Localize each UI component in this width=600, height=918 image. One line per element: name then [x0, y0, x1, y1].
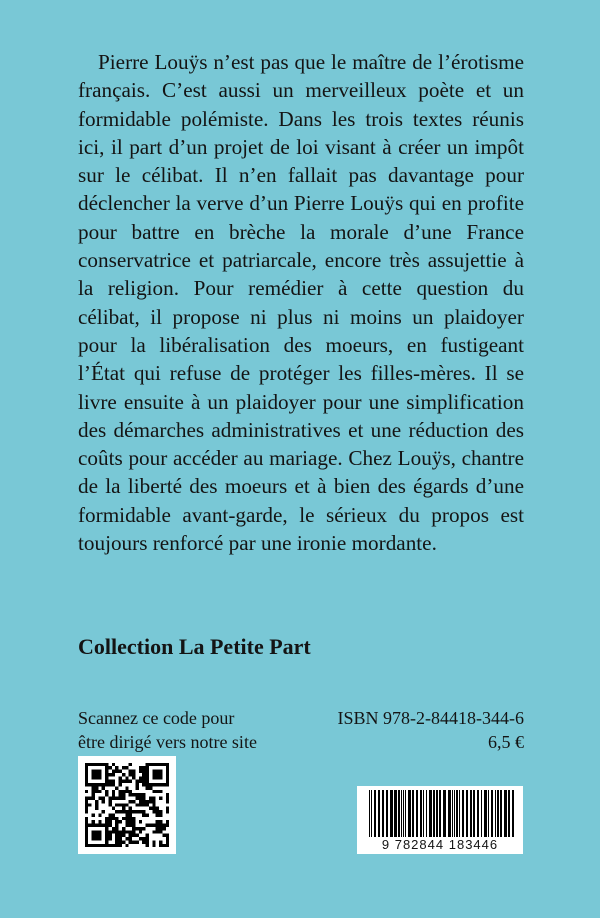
barcode-digits [357, 837, 523, 852]
qr-caption-line-1: Scannez ce code pour [78, 708, 235, 728]
qr-caption [78, 706, 298, 754]
barcode-left-digits: 782844 [394, 837, 445, 852]
back-cover-blurb: Pierre Louÿs n’est pas que le maître de l’érotisme français. C’est aussi un merveilleux poète et un formidable polémiste. Dans les trois textes réunis ici, il part d’un projet de loi visant à créer un impôt sur le célibat. Il n’en fallait pas davantage pour déclencher la verve d’un Pierre Louÿs qui en profite pour battre en brèche la morale d’une France conservatrice et patriarcale, encore très assujettie à la religion. Pour remédier à cette question du célibat, il propose ni plus ni moins un plaidoyer pour la libéralisation des moeurs, en fustigeant l’État qui refuse de protéger les filles-mères. Il se livre ensuite à un plaidoyer pour une simplification des démarches administratives et une réduction des coûts pour accéder au mariage. Chez Louÿs, chantre de la liberté des moeurs et à bien des égards d’une formidable avant-garde, le sérieux du propos est toujours renforcé par une ironie mordante. [78, 50, 524, 556]
qr-caption-line-2: être dirigé vers notre site [78, 732, 257, 752]
collection-title: Collection La Petite Part [78, 634, 311, 659]
qr-code-icon[interactable] [78, 756, 176, 854]
isbn-block [338, 706, 525, 754]
price: 6,5 € [488, 732, 524, 752]
isbn-barcode [357, 786, 523, 854]
isbn-number: ISBN 978-2-84418-344-6 [337, 708, 524, 728]
barcode-lead-digit: 9 [381, 837, 391, 852]
barcode-right-digits: 183446 [448, 837, 499, 852]
